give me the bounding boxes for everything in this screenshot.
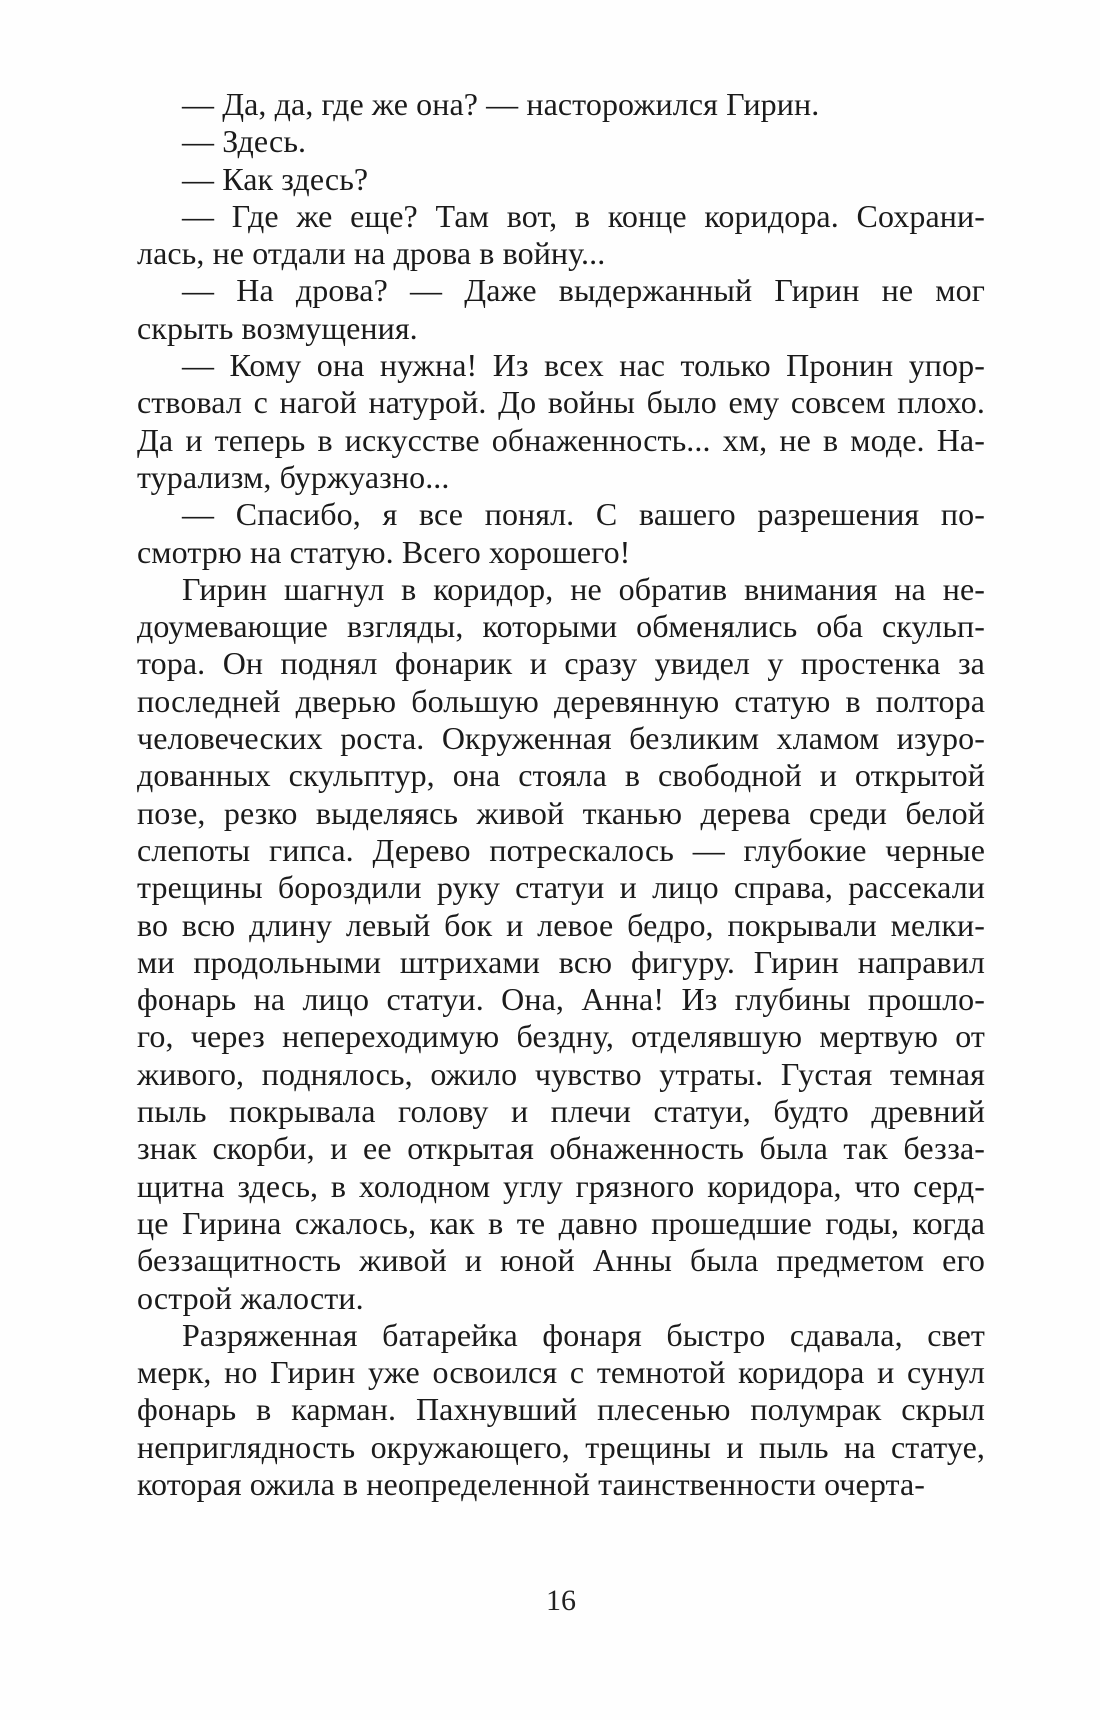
text-line: беззащитность живой и юной Анны была предметом его (137, 1242, 985, 1279)
paragraph (137, 571, 985, 1317)
paragraph (137, 161, 985, 198)
text-line: лась, не отдали на дрова в войну... (137, 235, 606, 272)
text-line: Разряженная батарейка фонаря быстро сдавала, свет (182, 1316, 985, 1353)
text-line: — Кому она нужна! Из всех нас только Пронин упор- (182, 347, 985, 384)
text-line: острой жалости. (137, 1279, 364, 1316)
text-line: — Здесь. (182, 123, 307, 160)
text-line: смотрю на статую. Всего хорошего! (137, 533, 631, 570)
text-line: которая ожила в неопределенной таинственности очерта- (137, 1465, 926, 1502)
text-line: последней дверью большую деревянную статую в полтора (137, 682, 985, 719)
text-line: Гирин шагнул в коридор, не обратив внимания на не- (182, 570, 985, 607)
paragraph (137, 496, 985, 571)
paragraph (137, 86, 985, 123)
text-line: фонарь в карман. Пахнувший плесенью полумрак скрыл (137, 1391, 985, 1428)
text-line: дованных скульптур, она стояла в свободной и открытой (137, 757, 985, 794)
text-line: во всю длину левый бок и левое бедро, покрывали мелки- (137, 906, 985, 943)
text-line: скрыть возмущения. (137, 309, 418, 346)
page-number: 16 (546, 1584, 576, 1617)
text-line: трещины бороздили руку статуи и лицо справа, рассекали (137, 869, 985, 906)
paragraph (137, 272, 985, 347)
text-line: це Гирина сжалось, как в те давно прошедшие годы, когда (137, 1204, 985, 1241)
text-line: щитна здесь, в холодном углу грязного коридора, что серд- (137, 1167, 985, 1204)
paragraph (137, 347, 985, 496)
text-line: — На дрова? — Даже выдержанный Гирин не мог (182, 272, 985, 309)
text-line: — Как здесь? (182, 160, 369, 197)
text-line: — Спасибо, я все понял. С вашего разрешения по- (182, 496, 985, 533)
text-line: — Где же еще? Там вот, в конце коридора. Сохрани- (182, 197, 985, 234)
text-line: турализм, буржуазно... (137, 458, 450, 495)
text-line: фонарь на лицо статуи. Она, Анна! Из глубины прошло- (137, 981, 985, 1018)
page-text (137, 86, 985, 1503)
text-line: доумевающие взгляды, которыми обменялись оба скульп- (137, 608, 985, 645)
paragraph (137, 1317, 985, 1503)
text-line: го, через непереходимую бездну, отделявшую мертвую от (137, 1018, 985, 1055)
text-line: знак скорби, и ее открытая обнаженность была так безза- (137, 1130, 985, 1167)
text-line: живого, поднялось, ожило чувство утраты. Густая темная (137, 1055, 985, 1092)
text-line: мерк, но Гирин уже освоился с темнотой коридора и сунул (137, 1354, 985, 1391)
text-line: пыль покрывала голову и плечи статуи, будто древний (137, 1093, 985, 1130)
text-line: ствовал с нагой натурой. До войны было ему совсем плохо. (137, 384, 985, 421)
paragraph (137, 198, 985, 273)
paragraph (137, 123, 985, 160)
text-line: позе, резко выделяясь живой тканью дерева среди белой (137, 794, 985, 831)
text-line: человеческих роста. Окруженная безликим хламом изуро- (137, 720, 985, 757)
text-line: тора. Он поднял фонарик и сразу увидел у простенка за (137, 645, 985, 682)
text-line: — Да, да, где же она? — насторожился Гирин. (182, 86, 820, 122)
text-line: слепоты гипса. Дерево потрескалось — глубокие черные (137, 831, 985, 868)
text-line: Да и теперь в искусстве обнаженность... хм, не в моде. На- (137, 421, 985, 458)
text-line: ми продольными штрихами всю фигуру. Гирин направил (137, 943, 985, 980)
text-line: неприглядность окружающего, трещины и пыль на статуе, (137, 1428, 985, 1465)
